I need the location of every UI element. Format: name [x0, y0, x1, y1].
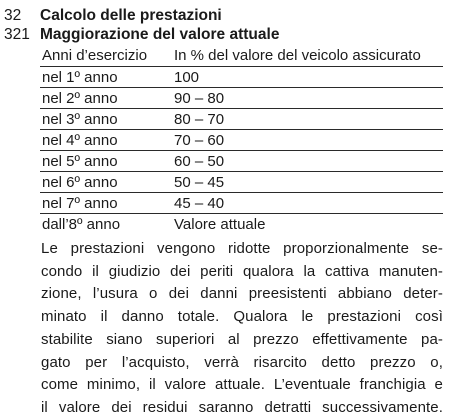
table-cell-year: dall’8º anno: [42, 216, 121, 233]
table-cell-percent: 45 – 40: [174, 195, 225, 212]
table-row: [40, 151, 443, 172]
table-cell-year: nel 4º anno: [42, 132, 118, 149]
subsection-number: 321: [4, 26, 30, 43]
paragraph-line: il valore dei residui saranno detratti successivamente.: [41, 398, 443, 416]
table-row: [40, 172, 443, 193]
table-cell-percent: 60 – 50: [174, 153, 225, 170]
table-cell-year: nel 1º anno: [42, 69, 118, 86]
paragraph-line: condo il giudizio dei periti qualora la cattiva manuten-: [41, 262, 443, 280]
paragraph-line: minato il danno totale. Qualora le prestazioni così: [41, 308, 443, 326]
table-cell-percent: 100: [174, 69, 200, 86]
paragraph-line: Le prestazioni vengono ridotte proporzionalmente se-: [41, 240, 443, 257]
table-cell-percent: 70 – 60: [174, 132, 225, 149]
section-heading: [4, 6, 222, 25]
paragraph-line: zione, l’usura o dei danni preesistenti abbiano deter-: [41, 285, 443, 303]
table-cell-year: nel 7º anno: [42, 195, 118, 212]
paragraph-line: stabilite siano superiori al prezzo effettivamente pa-: [41, 330, 443, 348]
paragraph-line: gato per l’acquisto, verrà risarcito detto prezzo o,: [41, 353, 443, 371]
subsection-title: Maggiorazione del valore attuale: [40, 26, 280, 43]
table-row: [40, 88, 443, 109]
paragraph-line: come minimo, il valore attuale. L’eventuale franchigia e: [41, 376, 443, 394]
section-title: Calcolo delle prestazioni: [40, 7, 222, 24]
table-row: [40, 130, 443, 151]
table-cell-year: nel 2º anno: [42, 90, 118, 107]
table-header: [40, 45, 443, 67]
subsection-heading: [4, 25, 279, 44]
table-header-percent: In % del valore del veicolo assicurato: [174, 47, 421, 64]
table-cell-percent: 50 – 45: [174, 174, 225, 191]
table-row: [40, 214, 443, 234]
table-cell-year: nel 3º anno: [42, 111, 118, 128]
section-number: 32: [4, 7, 22, 24]
table-cell-percent: Valore attuale: [174, 216, 266, 233]
table-cell-year: nel 5º anno: [42, 153, 118, 170]
table-row: [40, 109, 443, 130]
table-row: [40, 67, 443, 88]
table-cell-percent: 80 – 70: [174, 111, 225, 128]
table-header-years: Anni d’esercizio: [42, 47, 148, 64]
table-row: [40, 193, 443, 214]
table-cell-year: nel 6º anno: [42, 174, 118, 191]
table-cell-percent: 90 – 80: [174, 90, 225, 107]
body-paragraph: [41, 238, 443, 420]
depreciation-table: [40, 45, 443, 234]
